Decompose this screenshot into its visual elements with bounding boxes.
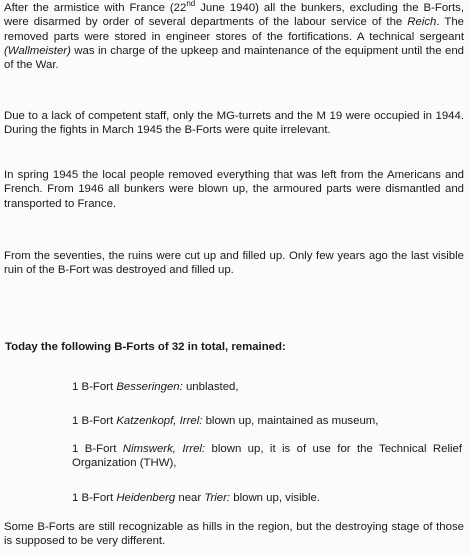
fort-place: Trier: — [204, 492, 231, 504]
fort-status: unblasted, — [182, 381, 239, 393]
paragraph-seventies: From the seventies, the ruins were cut up and filled up. Only few years ago the last visible ruin of the B-Fort was destroyed and filled up. — [4, 250, 464, 277]
fort-near: near — [175, 492, 205, 504]
fort-name: Katzenkopf, Irrel: — [116, 415, 203, 427]
paragraph-armistice — [4, 1, 464, 72]
p1-text-c: . The removed parts were stored in engineer stores of the fortifications. A technical sergeant — [4, 16, 464, 43]
list-item — [72, 380, 239, 394]
fort-count: 1 B-Fort — [72, 381, 117, 393]
fort-name: Heidenberg — [116, 492, 176, 504]
fort-status: blown up, visible. — [230, 492, 321, 504]
fort-count: 1 B-Fort — [72, 443, 123, 455]
paragraph-staff: Due to a lack of competent staff, only the MG-turrets and the M 19 were occupied in 1944. During the fights in March 1945 the B-Forts were quite irrelevant. — [4, 110, 464, 137]
fort-count: 1 B-Fort — [72, 415, 117, 427]
p1-text-d: was in charge of the upkeep and maintenance of the equipment until the end of the War. — [4, 44, 464, 72]
list-item — [72, 414, 378, 428]
p1-text-a: After the armistice with France (22 — [4, 2, 187, 14]
p1-reich: Reich — [407, 16, 437, 29]
fort-name: Nimswerk, Irrel: — [122, 443, 206, 455]
p1-superscript: nd — [186, 0, 196, 9]
fort-status: blown up, maintained as museum, — [202, 415, 379, 427]
p1-text-b: June 1940) all the bunkers, excluding the B-Forts, were disarmed by order of several departments of the labour service of the — [4, 2, 464, 29]
paragraph-spring-1945: In spring 1945 the local people removed everything that was left from the Americans and French. From 1946 all bunkers were blown up, the armoured parts were dismantled and transported to France. — [4, 169, 464, 210]
fort-status: blown up, it is of use for the Technical Relief Organization (THW), — [72, 443, 463, 470]
paragraph-recognizable: Some B-Forts are still recognizable as hills in the region, but the destroying stage of those is supposed to be very different. — [4, 521, 464, 548]
fort-count: 1 B-Fort — [72, 492, 117, 504]
list-item — [72, 442, 462, 471]
remaining-forts-heading: Today the following B-Forts of 32 in total, remained: — [5, 341, 286, 353]
p1-wallmeister: (Wallmeister) — [4, 44, 71, 57]
list-item — [72, 491, 320, 505]
fort-name: Besseringen: — [116, 381, 183, 393]
